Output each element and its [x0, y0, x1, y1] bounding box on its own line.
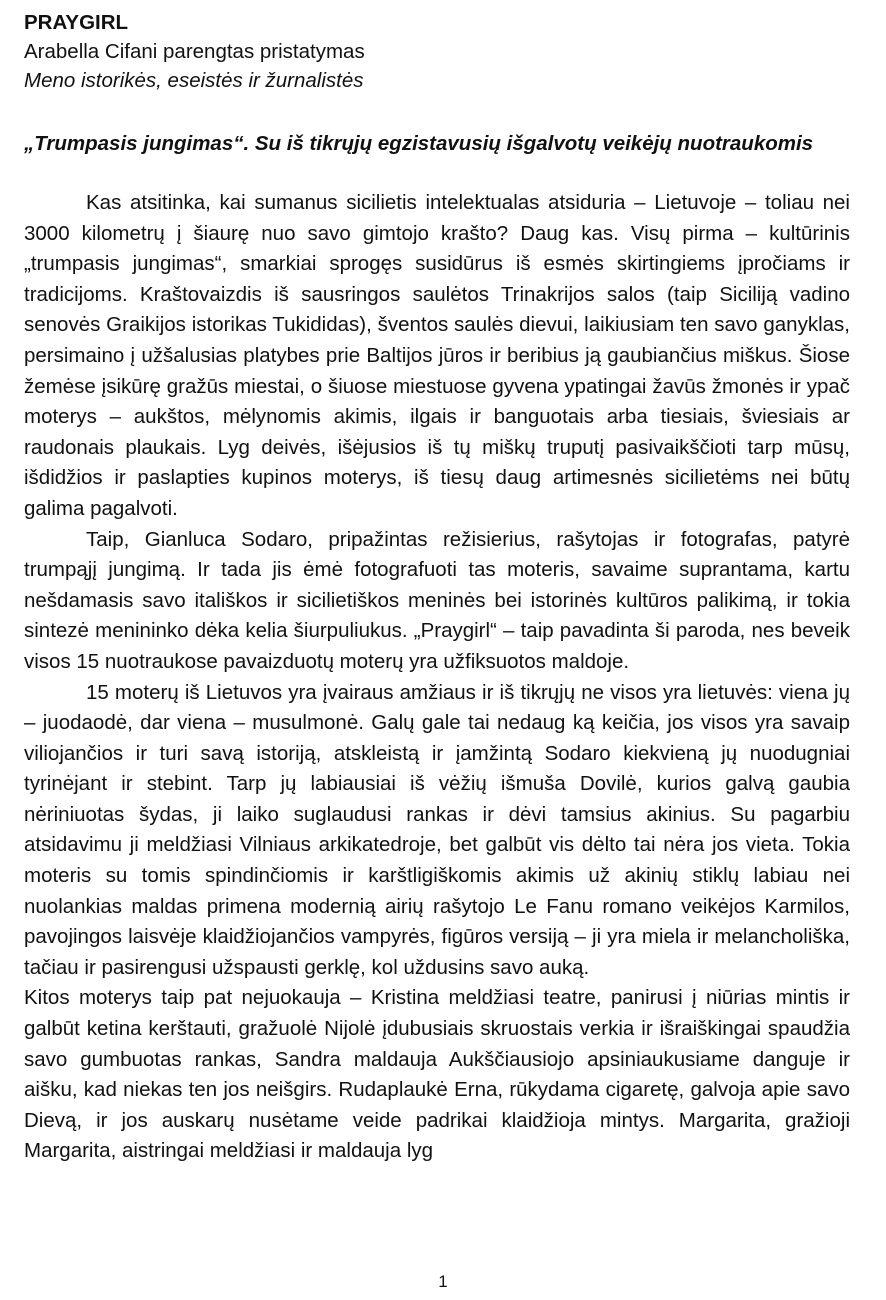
paragraph: Taip, Gianluca Sodaro, pripažintas režisierius, rašytojas ir fotografas, patyrė trumpąjį jungimą. Ir tada jis ėmė fotografuoti tas moteris, savaime suprantama, kartu nešdamasis savo itališkos ir sicilietiškos meninės bei istorinės kultūros palikimą, ir tokia sintezė menininko dėka kelia šiurpuliukus. „Praygirl“ – taip pavadinta ši paroda, nes beveik visos 15 nuotraukose pavaizduotų moterų yra užfiksuotos maldoje.: [24, 527, 850, 673]
page-number: 1: [438, 1272, 448, 1291]
paragraph: 15 moterų iš Lietuvos yra įvairaus amžiaus ir iš tikrųjų ne visos yra lietuvės: viena jų – juodaodė, dar viena – musulmonė. Galų gale tai nedaug ką keičia, jos visos yra savaip viliojančios ir turi savą istoriją, atskleistą ir įamžintą Sodaro kiekvieną jų nuodugniai tyrinėjant ir stebint. Tarp jų labiausiai iš vėžių išmuša Dovilė, kurios galvą gaubia nėriniuotas šydas, ji laiko suglaudusi rankas ir dėvi tamsius akinius. Su pagarbiu atsidavimu ji meldžiasi Vilniaus arkikatedroje, bet galbūt vis dėlto tai nėra jos vieta. Tokia moteris su tomis spindinčiomis ir karštligiškomis akimis už akinių stiklų labiau nei nuolankias maldas primena modernią airių rašytojo Le Fanu romano veikėjos Karmilos, pavojingos laisvėje klaidžiojančios vampyrės, figūros versiją – ji yra miela ir melancholiška, tačiau ir pasirengusi užspausti gerklę, kol uždusins savo auką.: [24, 680, 850, 979]
author-line: Arabella Cifani parengtas pristatymas: [24, 40, 365, 63]
paragraph: Kitos moterys taip pat nejuokauja – Kristina meldžiasi teatre, panirusi į niūrias mintis ir galbūt ketina kerštauti, gražuolė Nijolė įdubusiais skruostais verkia ir išraiškingai spaudžia savo gumbuotas rankas, Sandra maldauja Aukščiausiojo apsiniaukusiame danguje ir aišku, kad niekas ten jos neišgirs. Rudaplaukė Erna, rūkydama cigaretę, galvoja apie savo Dievą, ir jos auskarų nusėtame veide padrikai klaidžioja mintys. Margarita, gražioji Margarita, aistringai meldžiasi ir maldauja lyg: [24, 986, 850, 1163]
paragraph: Kas atsitinka, kai sumanus sicilietis intelektualas atsiduria – Lietuvoje – toliau nei 3000 kilometrų į šiaurę nuo savo gimtojo krašto? Daug kas. Visų pirma – kultūrinis „trumpasis jungimas“, smarkiai sprogęs susidūrus iš esmės skirtingiems įpročiams ir tradicijoms. Kraštovaizdis iš sausringos saulėtos Trinakrijos salos (taip Siciliją vadino senovės Graikijos istorikas Tukididas), šventos saulės dievui, laikiusiam ten savo ganyklas, persimaino į užšalusias platybes prie Baltijos jūros ir beribius ją gaubiančius miškus. Šiose žemėse įsikūrę gražūs miestai, o šiuose miestuose gyvena ypatingai žavūs žmonės ir ypač moterys – aukštos, mėlynomis akimis, ilgais ir banguotais arba tiesiais, šviesiais ar raudonais plaukais. Lyg deivės, išėjusios iš tų miškų truputį pasivaikščioti tarp mūsų, išdidžios ir paslapties kupinos moterys, iš tiesų daug artimesnės sicilietėms nei būtų galima pagalvoti.: [24, 191, 850, 520]
article-heading: „Trumpasis jungimas“. Su iš tikrųjų egzistavusių išgalvotų veikėjų nuotraukomis: [24, 132, 814, 155]
document-header: [24, 8, 864, 95]
article-body: [24, 188, 850, 1167]
author-role: Meno istorikės, eseistės ir žurnalistės: [24, 69, 364, 92]
document-title: PRAYGIRL: [24, 11, 129, 34]
